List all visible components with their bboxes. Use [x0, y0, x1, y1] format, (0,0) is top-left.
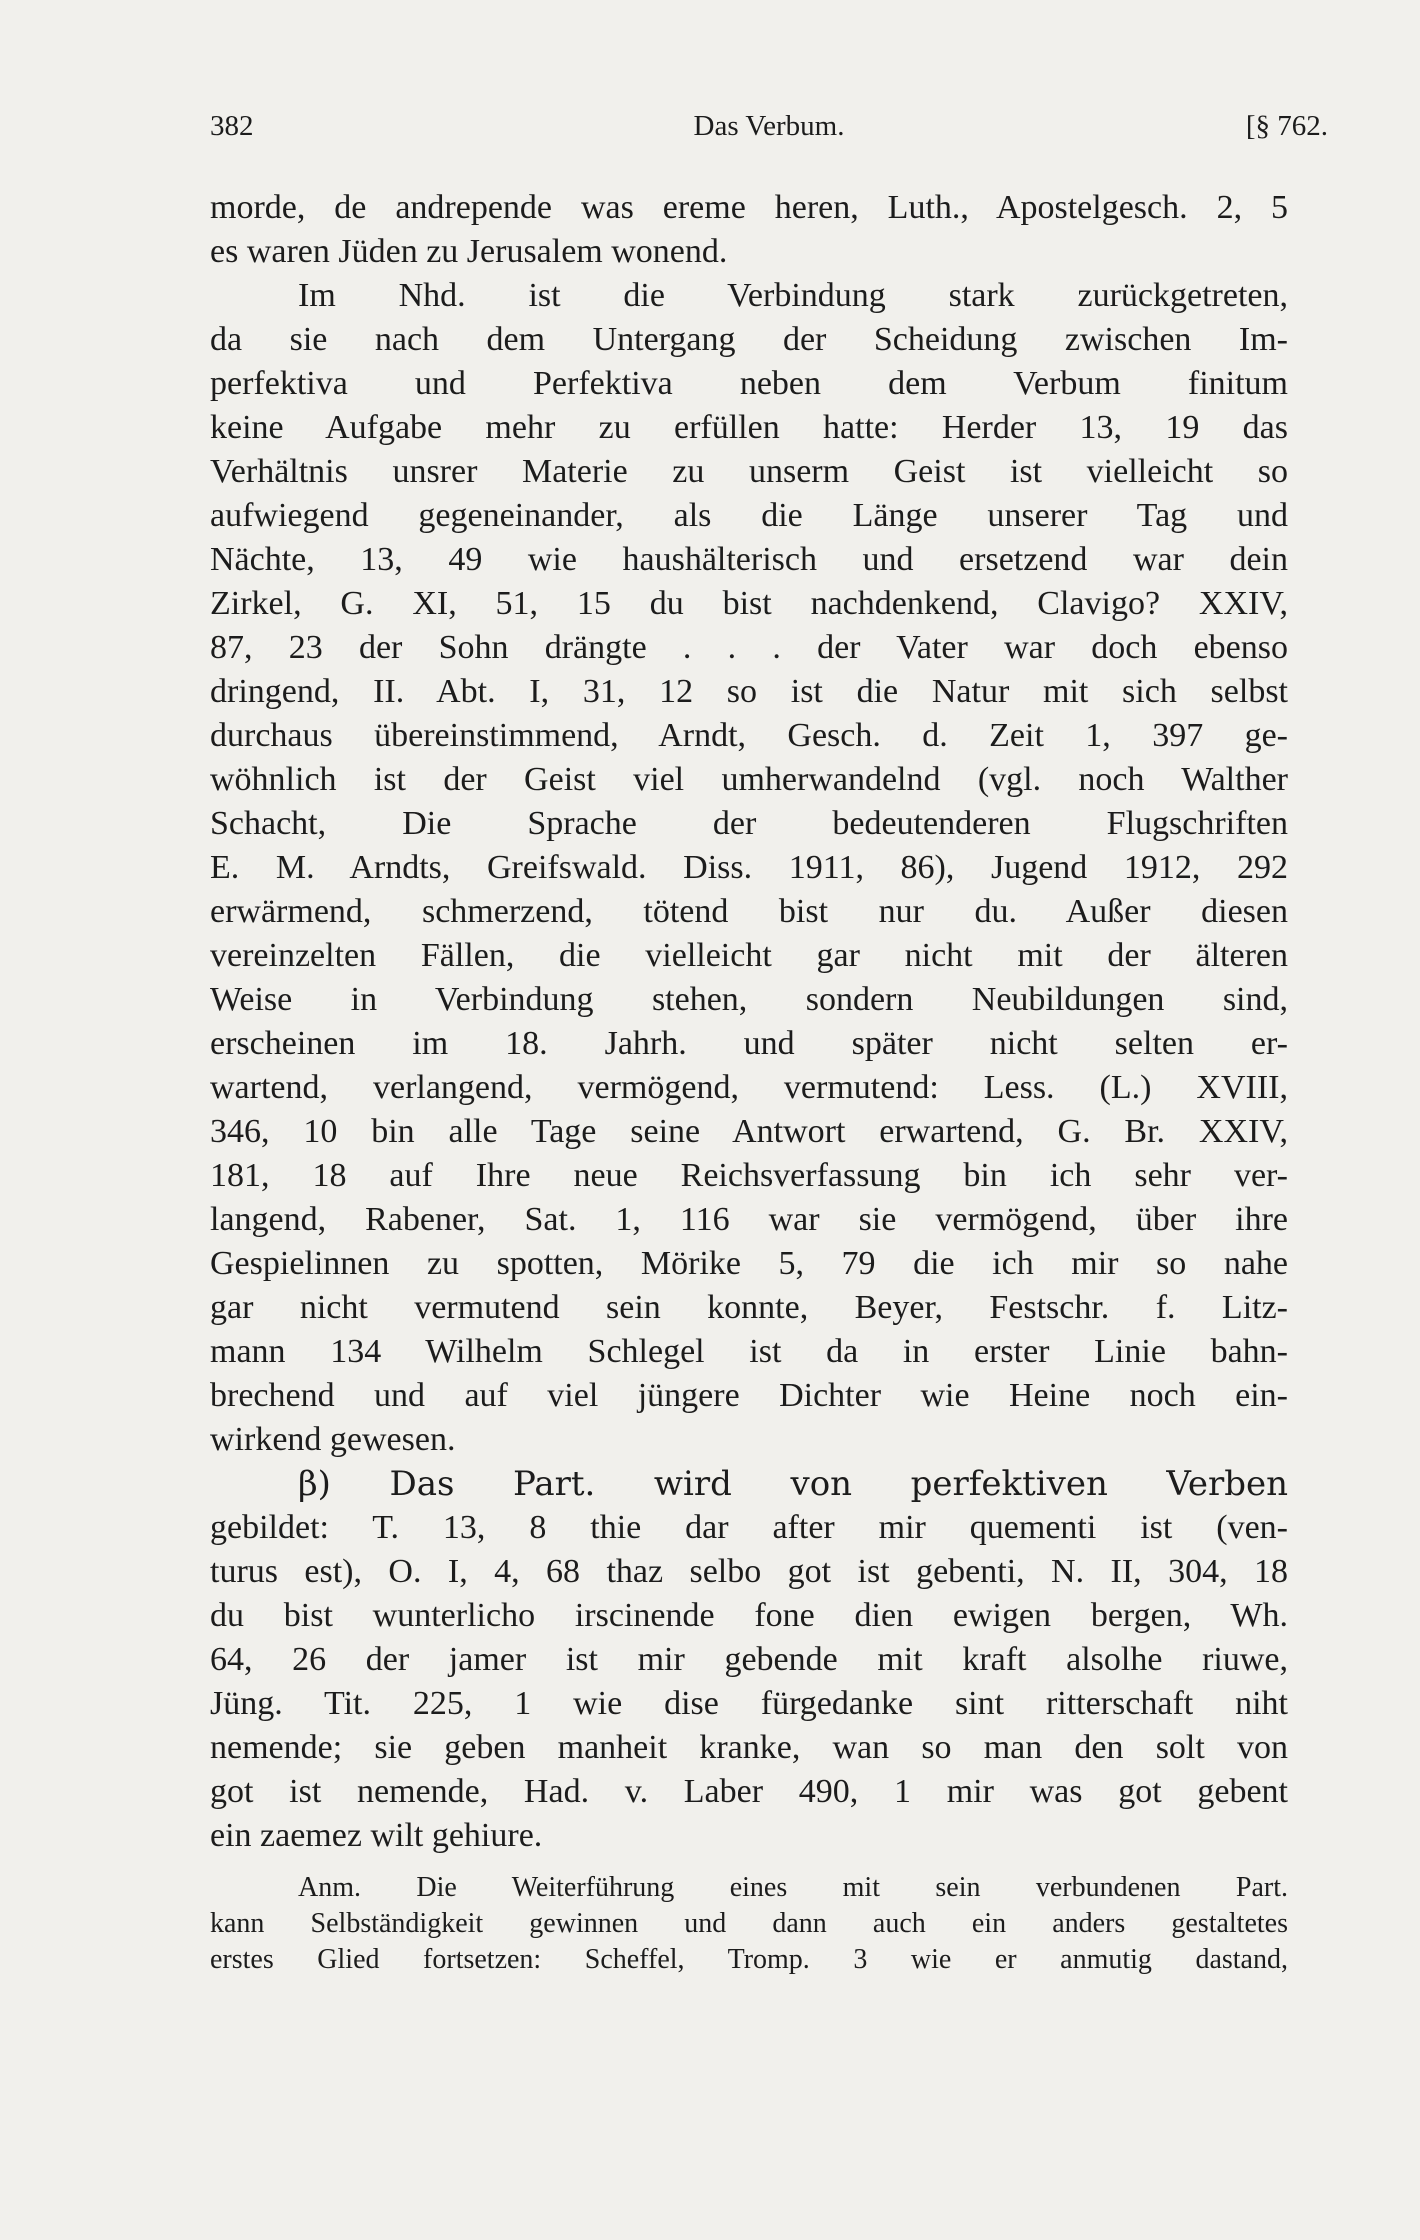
text-line: Weise in Verbindung stehen, sondern Neubildungen sind,: [210, 981, 1288, 1018]
text-line: nemende; sie geben manheit kranke, wan so man den solt von: [210, 1729, 1288, 1766]
text-line: wartend, verlangend, vermögend, vermutend: Less. (L.) XVIII,: [210, 1069, 1288, 1106]
text-line: Schacht, Die Sprache der bedeutenderen Flugschriften: [210, 805, 1288, 842]
text-line: Jüng. Tit. 225, 1 wie dise fürgedanke sint ritterschaft niht: [210, 1685, 1288, 1722]
text-line: perfektiva und Perfektiva neben dem Verbum finitum: [210, 365, 1288, 402]
text-line: ein zaemez wilt gehiure.: [210, 1817, 543, 1854]
text-line: erwärmend, schmerzend, tötend bist nur du. Außer diesen: [210, 893, 1288, 930]
subsection-beta-line: β) Das Part. wird von perfektiven Verben: [298, 1464, 1288, 1504]
text-line: Zirkel, G. XI, 51, 15 du bist nachdenkend, Clavigo? XXIV,: [210, 585, 1288, 622]
text-line: Nächte, 13, 49 wie haushälterisch und ersetzend war dein: [210, 541, 1288, 578]
text-line: brechend und auf viel jüngere Dichter wie Heine noch ein-: [210, 1377, 1288, 1414]
text-line: da sie nach dem Untergang der Scheidung zwischen Im-: [210, 321, 1288, 358]
text-line: Verhältnis unsrer Materie zu unserm Geist ist vielleicht so: [210, 453, 1288, 490]
text-line: du bist wunterlicho irscinende fone dien ewigen bergen, Wh.: [210, 1597, 1288, 1634]
running-title: Das Verbum.: [693, 110, 845, 142]
annotation-line: erstes Glied fortsetzen: Scheffel, Tromp. 3 wie er anmutig dastand,: [210, 1944, 1288, 1975]
text-line: turus est), O. I, 4, 68 thaz selbo got ist gebenti, N. II, 304, 18: [210, 1553, 1288, 1590]
running-header: [210, 106, 1328, 146]
text-line: wöhnlich ist der Geist viel umherwandelnd (vgl. noch Walther: [210, 761, 1288, 798]
text-line: keine Aufgabe mehr zu erfüllen hatte: Herder 13, 19 das: [210, 409, 1288, 446]
text-line: wirkend gewesen.: [210, 1421, 456, 1458]
paragraph-start-line: Im Nhd. ist die Verbindung stark zurückgetreten,: [298, 277, 1288, 314]
text-line: 64, 26 der jamer ist mir gebende mit kraft alsolhe riuwe,: [210, 1641, 1288, 1678]
text-line: es waren Jüden zu Jerusalem wonend.: [210, 233, 728, 270]
page-number: 382: [210, 110, 254, 142]
annotation-line: Anm. Die Weiterführung eines mit sein verbundenen Part.: [298, 1872, 1288, 1903]
text-line: 346, 10 bin alle Tage seine Antwort erwartend, G. Br. XXIV,: [210, 1113, 1288, 1150]
section-number: [§ 762.: [1245, 110, 1328, 142]
text-line: langend, Rabener, Sat. 1, 116 war sie vermögend, über ihre: [210, 1201, 1288, 1238]
spacer: [210, 1858, 1288, 1870]
text-line: gebildet: T. 13, 8 thie dar after mir quementi ist (ven-: [210, 1509, 1288, 1546]
text-line: aufwiegend gegeneinander, als die Länge unserer Tag und: [210, 497, 1288, 534]
text-line: E. M. Arndts, Greifswald. Diss. 1911, 86), Jugend 1912, 292: [210, 849, 1288, 886]
text-line: 181, 18 auf Ihre neue Reichsverfassung bin ich sehr ver-: [210, 1157, 1288, 1194]
text-line: mann 134 Wilhelm Schlegel ist da in erster Linie bahn-: [210, 1333, 1288, 1370]
text-line: 87, 23 der Sohn drängte . . . der Vater war doch ebenso: [210, 629, 1288, 666]
text-line: morde, de andrepende was ereme heren, Luth., Apostelgesch. 2, 5: [210, 189, 1288, 226]
text-line: vereinzelten Fällen, die vielleicht gar nicht mit der älteren: [210, 937, 1288, 974]
body-text: [210, 186, 1288, 1978]
text-line: durchaus übereinstimmend, Arndt, Gesch. d. Zeit 1, 397 ge-: [210, 717, 1288, 754]
text-line: erscheinen im 18. Jahrh. und später nicht selten er-: [210, 1025, 1288, 1062]
text-line: gar nicht vermutend sein konnte, Beyer, Festschr. f. Litz-: [210, 1289, 1288, 1326]
text-line: got ist nemende, Had. v. Laber 490, 1 mir was got gebent: [210, 1773, 1288, 1810]
text-line: dringend, II. Abt. I, 31, 12 so ist die Natur mit sich selbst: [210, 673, 1288, 710]
text-line: Gespielinnen zu spotten, Mörike 5, 79 die ich mir so nahe: [210, 1245, 1288, 1282]
annotation-line: kann Selbständigkeit gewinnen und dann auch ein anders gestaltetes: [210, 1908, 1288, 1939]
